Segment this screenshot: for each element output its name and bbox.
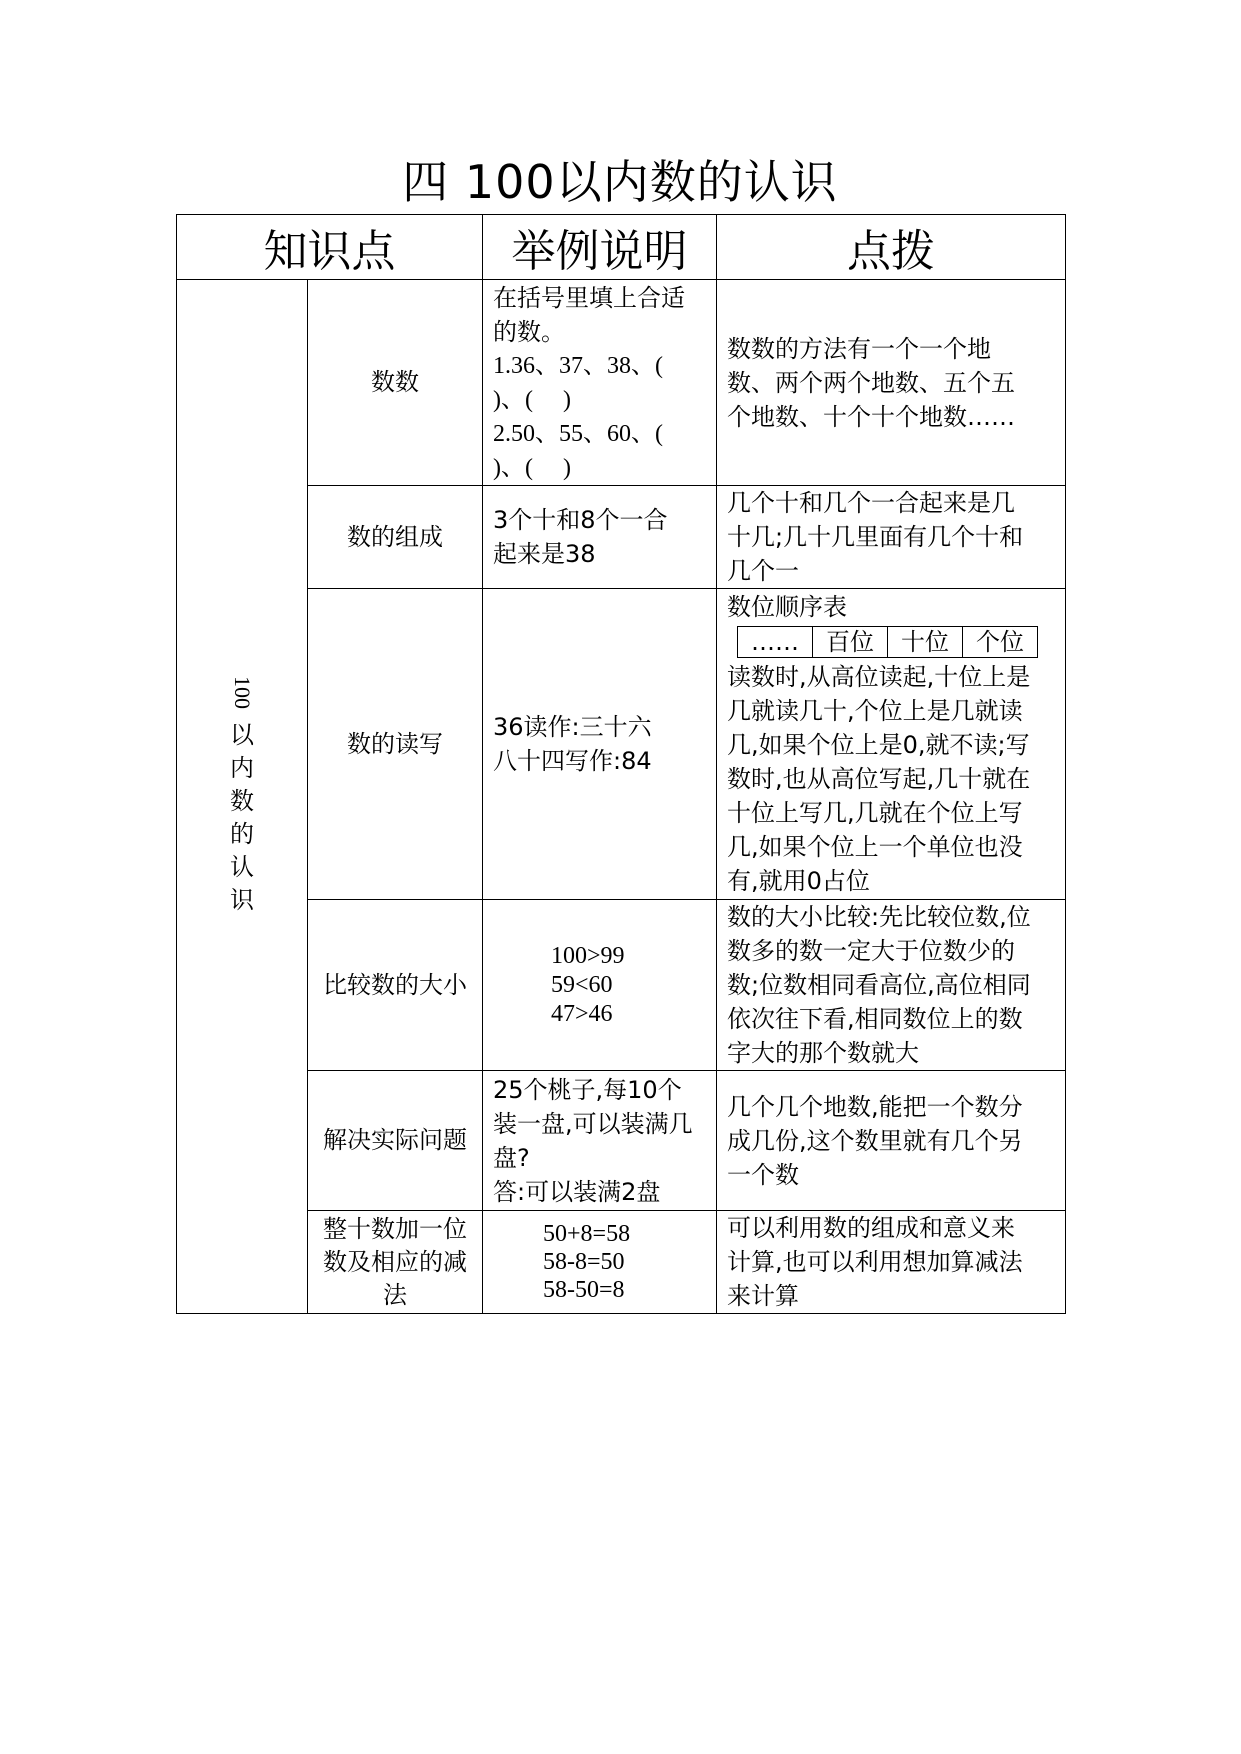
- tip-cell: [717, 589, 1066, 900]
- example-line: 58-50=8: [543, 1277, 625, 1303]
- place-value-heading: 数位顺序表: [727, 593, 847, 621]
- example-line: 1.36、37、38、(: [493, 352, 663, 379]
- topic-cell: [308, 1211, 483, 1314]
- header-knowledge: 知识点: [177, 215, 483, 280]
- category-number: 100: [230, 676, 255, 709]
- table-row: [177, 589, 1066, 900]
- category-char: 数: [230, 787, 254, 815]
- table-row: [177, 280, 1066, 486]
- place-value-cell: ……: [738, 627, 813, 658]
- category-label: [177, 676, 307, 917]
- example-line: 盘?: [493, 1143, 530, 1172]
- category-char: 认: [230, 853, 254, 881]
- tip-line: 一个数: [727, 1160, 799, 1189]
- place-value-cell: 十位: [888, 627, 963, 658]
- example-cell: [483, 280, 717, 486]
- example-cell: [483, 589, 717, 900]
- topic-line: 整十数加一位: [323, 1214, 467, 1243]
- tip-line: 几就读几十,个位上是几就读: [727, 697, 1023, 725]
- tip-line: 数数的方法有一个一个地: [727, 334, 991, 363]
- place-value-table: [737, 626, 1038, 658]
- category-char: 的: [230, 820, 254, 848]
- tip-cell: [717, 280, 1066, 486]
- tip-cell: [717, 900, 1066, 1071]
- example-line: 2.50、55、60、(: [493, 420, 663, 447]
- header-tips: 点拨: [717, 215, 1066, 280]
- table-row: [177, 900, 1066, 1071]
- example-cell: [483, 1071, 717, 1211]
- category-char: 内: [230, 754, 254, 782]
- place-value-cell: 个位: [963, 627, 1038, 658]
- table-header-row: [177, 215, 1066, 280]
- example-line: 100>99: [551, 942, 625, 969]
- example-line: 25个桃子,每10个: [493, 1075, 682, 1104]
- knowledge-table: [176, 214, 1066, 1314]
- topic-line: 法: [383, 1280, 407, 1309]
- place-value-cell: 百位: [813, 627, 888, 658]
- tip-line: 几个十和几个一合起来是几: [727, 489, 1015, 517]
- category-cell: [177, 280, 308, 1314]
- header-example: 举例说明: [483, 215, 717, 280]
- tip-line: 几个几个地数,能把一个数分: [727, 1092, 1023, 1121]
- example-line: 在括号里填上合适: [493, 283, 685, 312]
- example-line: 50+8=58: [543, 1221, 631, 1247]
- tip-line: 读数时,从高位读起,十位上是: [727, 663, 1031, 691]
- example-line: 八十四写作:84: [493, 747, 652, 775]
- topic-line: 数及相应的减: [323, 1247, 467, 1276]
- tip-line: 几,如果个位上是0,就不读;写: [727, 731, 1030, 759]
- example-cell: [483, 900, 717, 1071]
- example-cell: [483, 1211, 717, 1314]
- tip-line: 成几份,这个数里就有几个另: [727, 1126, 1023, 1155]
- tip-line: 数时,也从高位写起,几十就在: [727, 765, 1031, 793]
- topic-cell: 数的读写: [308, 589, 483, 900]
- example-line: )、( ): [493, 454, 571, 481]
- table-row: [177, 1071, 1066, 1211]
- tip-line: 十几;几十几里面有几个十和: [727, 523, 1024, 551]
- tip-line: 数多的数一定大于位数少的: [727, 937, 1015, 965]
- tip-line: 几,如果个位上一个单位也没: [727, 833, 1023, 861]
- example-line: )、( ): [493, 386, 571, 413]
- category-char: 识: [230, 886, 254, 914]
- example-line: 59<60: [551, 971, 613, 998]
- example-line: 47>46: [551, 1000, 613, 1027]
- tip-line: 十位上写几,几就在个位上写: [727, 799, 1023, 827]
- example-line: 的数。: [493, 317, 565, 346]
- tip-line: 有,就用0占位: [727, 867, 870, 895]
- tip-line: 个地数、十个十个地数……: [727, 402, 1015, 431]
- tip-cell: [717, 486, 1066, 589]
- page-title: 四 100以内数的认识: [402, 155, 838, 209]
- topic-cell: 数的组成: [308, 486, 483, 589]
- tip-line: 来计算: [727, 1282, 799, 1310]
- topic-cell: 数数: [308, 280, 483, 486]
- tip-cell: [717, 1071, 1066, 1211]
- example-line: 装一盘,可以装满几: [493, 1109, 693, 1138]
- example-line: 58-8=50: [543, 1249, 625, 1275]
- tip-line: 字大的那个数就大: [727, 1039, 919, 1067]
- example-cell: [483, 486, 717, 589]
- tip-line: 计算,也可以利用想加算减法: [727, 1248, 1023, 1276]
- tip-line: 数、两个两个地数、五个五: [727, 368, 1015, 397]
- table-row: [177, 1211, 1066, 1314]
- category-char: 以: [230, 721, 254, 749]
- tip-line: 可以利用数的组成和意义来: [727, 1214, 1015, 1242]
- tip-line: 数;位数相同看高位,高位相同: [727, 971, 1031, 999]
- topic-cell: 比较数的大小: [308, 900, 483, 1071]
- topic-cell: 解决实际问题: [308, 1071, 483, 1211]
- tip-cell: [717, 1211, 1066, 1314]
- tip-line: 几个一: [727, 557, 799, 585]
- example-line: 36读作:三十六: [493, 713, 652, 741]
- example-line: 起来是38: [493, 540, 596, 568]
- tip-line: 依次往下看,相同数位上的数: [727, 1005, 1023, 1033]
- tip-line: 数的大小比较:先比较位数,位: [727, 903, 1031, 931]
- example-line: 答:可以装满2盘: [493, 1177, 661, 1206]
- table-row: [177, 486, 1066, 589]
- example-line: 3个十和8个一合: [493, 506, 668, 534]
